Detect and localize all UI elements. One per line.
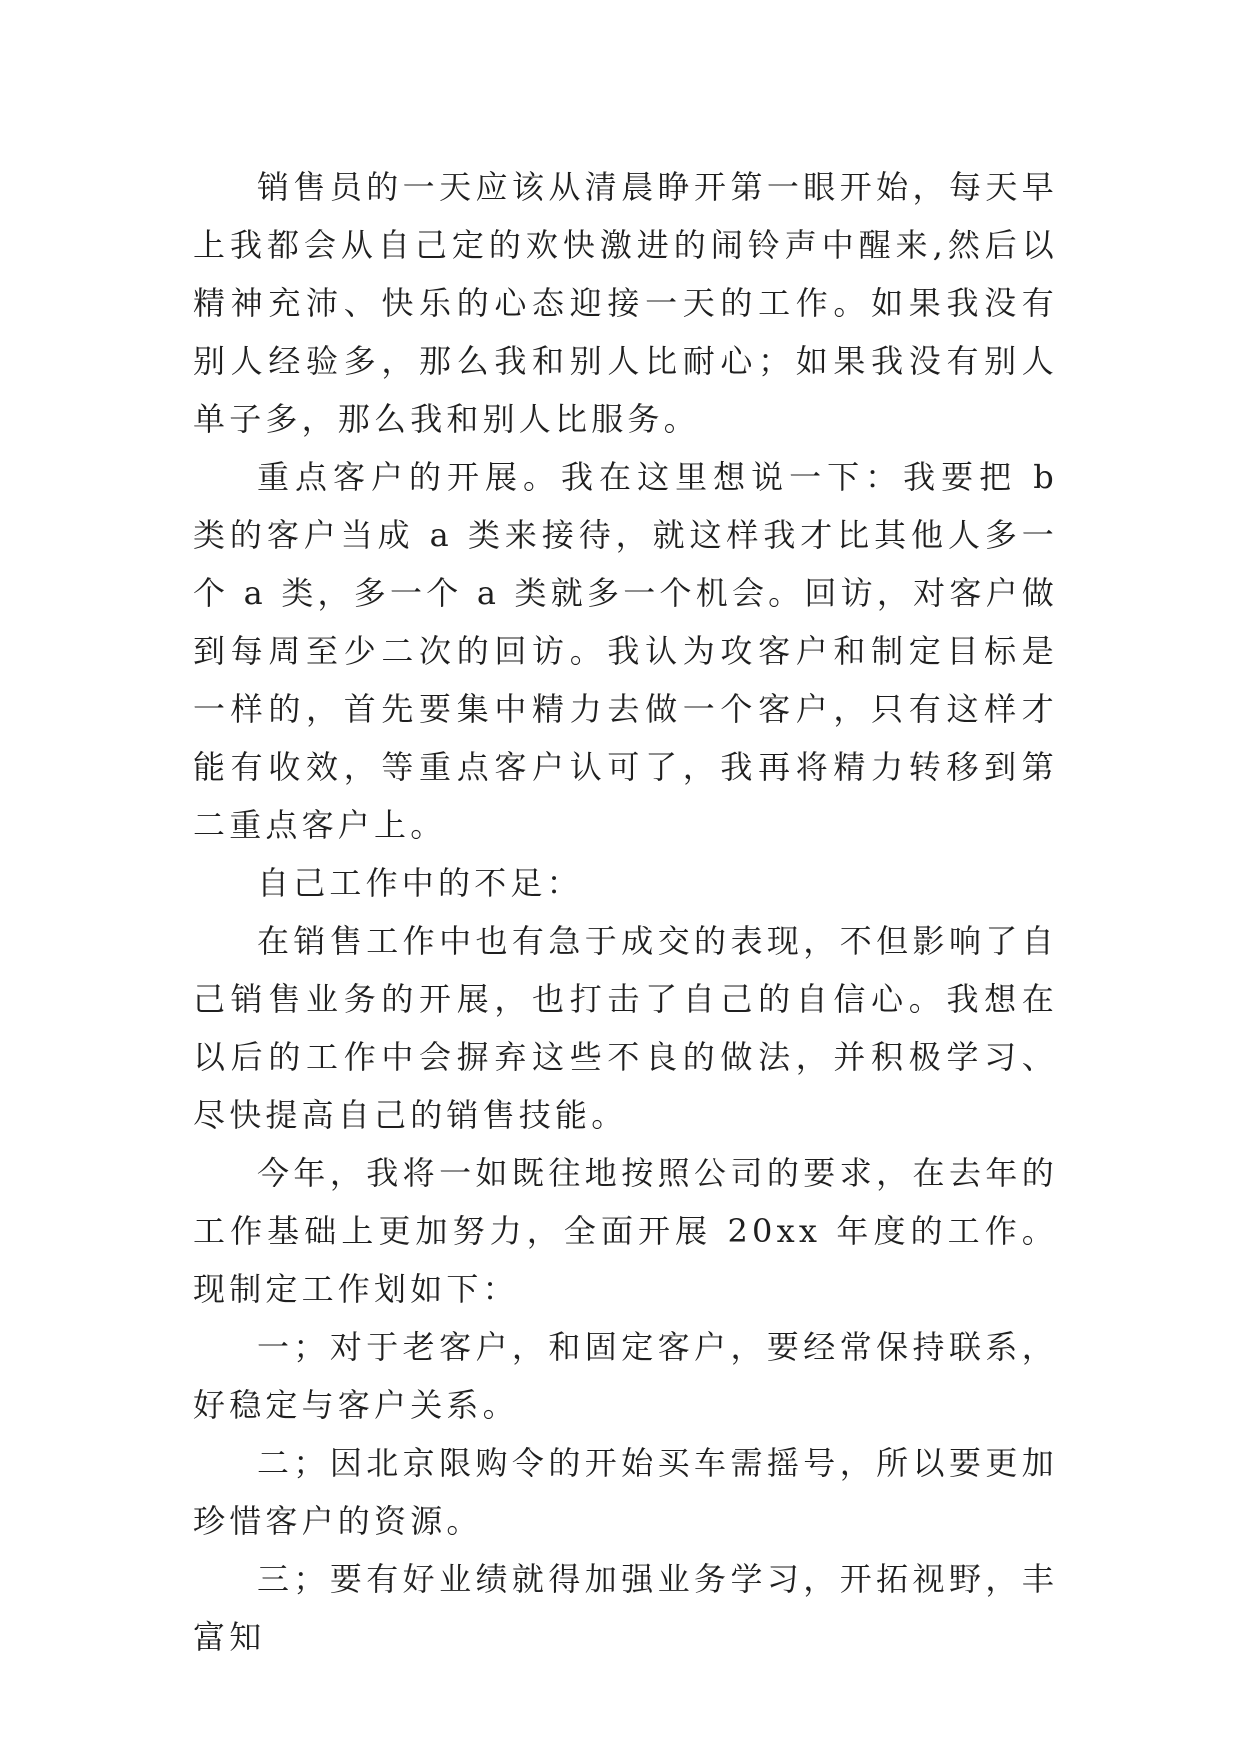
paragraph-shortcomings: 在销售工作中也有急于成交的表现，不但影响了自己销售业务的开展，也打击了自己的自信心。我想在以后的工作中会摒弃这些不良的做法，并积极学习、尽快提高自己的销售技能。: [193, 922, 1058, 1134]
paragraph-plan-item-3: 三；要有好业绩就得加强业务学习，开拓视野，丰富知: [193, 1560, 1058, 1656]
paragraph-key-clients: 重点客户的开展。我在这里想说一下：我要把 b 类的客户当成 a 类来接待，就这样我才比其他人多一个 a 类，多一个 a 类就多一个机会。回访，对客户做到每周至少二次的回访。我认为攻客户和制定目标是一样的，首先要集中精力去做一个客户，只有这样才能有收效，等重点客户认可了，我再将精力转移到第二重点客户上。: [193, 458, 1058, 844]
paragraph-plan-item-1: 一；对于老客户，和固定客户，要经常保持联系，好稳定与客户关系。: [193, 1328, 1058, 1424]
paragraph-shortcomings-heading: 自己工作中的不足：: [257, 864, 583, 902]
paragraph-annual-plan: 今年，我将一如既往地按照公司的要求，在去年的工作基础上更加努力，全面开展 20xx 年度的工作。现制定工作划如下：: [193, 1154, 1058, 1308]
document-body: [193, 158, 1058, 1666]
paragraph-morning-routine: 销售员的一天应该从清晨睁开第一眼开始，每天早上我都会从自己定的欢快激进的闹铃声中醒来,然后以精神充沛、快乐的心态迎接一天的工作。如果我没有别人经验多，那么我和别人比耐心；如果我没有别人单子多，那么我和别人比服务。: [193, 168, 1058, 438]
paragraph-plan-item-2: 二；因北京限购令的开始买车需摇号，所以要更加珍惜客户的资源。: [193, 1444, 1058, 1540]
